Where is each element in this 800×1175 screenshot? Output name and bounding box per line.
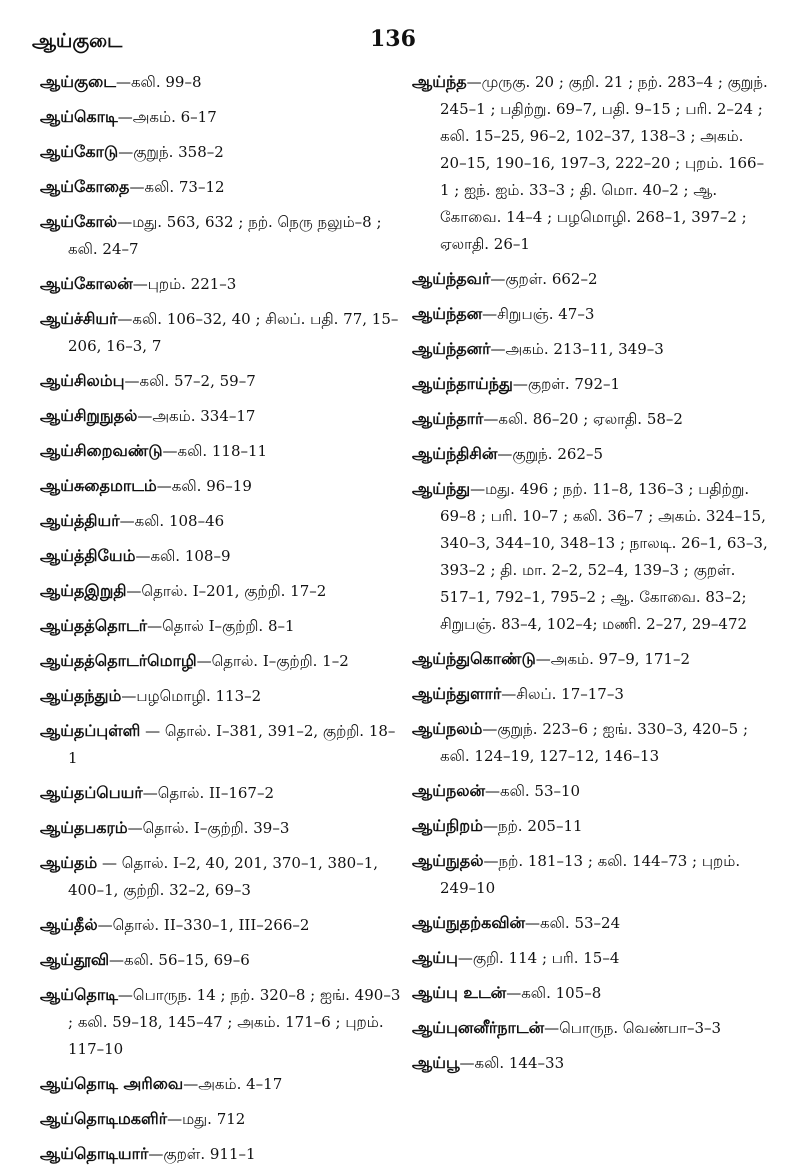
headword: ஆய்ந்த: [412, 72, 467, 91]
index-entry: [412, 300, 768, 328]
citation: —அகம். 4–17: [183, 1075, 283, 1093]
index-entry: [412, 1049, 768, 1077]
headword: ஆய்நலம்: [412, 719, 483, 738]
citation: —குறள். 662–2: [490, 270, 598, 288]
citation: —பொருந. 14 ; நற். 320–8 ; ஐங். 490–3 ; கலி. 59–18, 145–47 ; அகம். 171–6 ; புறம். 117–10: [68, 986, 401, 1058]
headword: ஆய்தத்தொடர்: [40, 616, 148, 635]
headword: ஆய்புனனீர்நாடன்: [412, 1018, 545, 1037]
citation: —கலி. 96–19: [156, 477, 252, 495]
headword: ஆய்சிறைவண்டு: [40, 441, 163, 460]
headword: ஆய்தந்தும்: [40, 686, 122, 705]
index-entry: [40, 814, 402, 842]
headword: ஆய்ந்துகொண்டு: [412, 649, 536, 668]
left-column: [40, 68, 402, 1175]
citation: —மது. 496 ; நற். 11–8, 136–3 ; பதிற்று. 69–8 ; பரி. 10–7 ; கலி. 36–7 ; அகம். 324–15, 340–3, 344–10, 348–13 ; நாலடி. 26–1, 63–3, 393–2 ; தி. மா. 2–2, 52–4, 139–3 ; குறள். 517–1, 792–1, 795–2 ; ஆ. கோவை. 83–2; சிறுபஞ். 83–4, 102–4; மணி. 2–27, 29–472: [440, 480, 768, 633]
index-entry: [412, 979, 768, 1007]
index-entry: [40, 911, 402, 939]
index-entry: [412, 812, 768, 840]
index-entry: [412, 265, 768, 293]
index-entry: [40, 507, 402, 535]
citation: —அகம். 97–9, 171–2: [535, 650, 690, 668]
headword: ஆய்தொடி: [40, 985, 118, 1004]
headword: ஆய்தம்: [40, 853, 98, 872]
headword: ஆய்தொடி அரிவை: [40, 1074, 184, 1093]
index-entry: [412, 944, 768, 972]
headword: ஆய்ந்தாய்ந்து: [412, 374, 513, 393]
citation: —அகம். 213–11, 349–3: [490, 340, 664, 358]
headword: ஆய்ந்து: [412, 479, 471, 498]
index-entry: [40, 103, 402, 131]
headword: ஆய்தஇறுதி: [40, 581, 127, 600]
headword: ஆய்பு உடன்: [412, 983, 507, 1002]
index-entry: [40, 542, 402, 570]
citation: —கலி. 108–9: [135, 547, 231, 565]
headword: ஆய்கோதை: [40, 177, 130, 196]
citation: —பொருந. வெண்பா–3–3: [544, 1019, 722, 1037]
index-entry: [412, 335, 768, 363]
index-entry: [40, 1070, 402, 1098]
index-entry: [40, 682, 402, 710]
headword: ஆய்கோல்: [40, 212, 118, 231]
index-entry: [40, 367, 402, 395]
headword: ஆய்ந்தார்: [412, 409, 484, 428]
headword: ஆய்ந்தவர்: [412, 269, 491, 288]
citation: —தொல். II–330–1, III–266–2: [97, 916, 310, 934]
headword: ஆய்ச்சியர்: [40, 309, 118, 328]
headword: ஆய்சிறுநுதல்: [40, 406, 138, 425]
headword: ஆய்கொடி: [40, 107, 118, 126]
index-entry: [412, 680, 768, 708]
headword: ஆய்நுதற்கவின்: [412, 913, 526, 932]
index-entry: [40, 68, 402, 96]
headword: ஆய்ந்திசின்: [412, 444, 498, 463]
headword: ஆய்நிறம்: [412, 816, 483, 835]
headword: ஆய்கோடு: [40, 142, 119, 161]
index-entry: [412, 475, 768, 638]
index-entry: [40, 849, 402, 904]
citation: —மது. 712: [167, 1110, 246, 1128]
headword: ஆய்நலன்: [412, 781, 486, 800]
citation: —கலி. 86–20 ; ஏலாதி. 58–2: [483, 410, 683, 428]
citation: —குறள். 911–1: [148, 1145, 256, 1163]
index-entry: [40, 208, 402, 263]
headword: ஆய்தத்தொடர்மொழி: [40, 651, 197, 670]
headword: ஆய்சிலம்பு: [40, 371, 125, 390]
index-entry: [40, 1140, 402, 1168]
citation: —கலி. 53–10: [485, 782, 581, 800]
index-entry: [40, 779, 402, 807]
citation: —கலி. 99–8: [115, 73, 202, 91]
headword: ஆய்ந்தனர்: [412, 339, 491, 358]
headword: ஆய்தொடியார்: [40, 1144, 149, 1163]
citation: —பழமொழி. 113–2: [121, 687, 262, 705]
citation: —கலி. 108–46: [119, 512, 225, 530]
index-entry: [40, 946, 402, 974]
citation: —தொல் I–குற்றி. 8–1: [147, 617, 295, 635]
index-entry: [40, 647, 402, 675]
citation: —கலி. 53–24: [525, 914, 621, 932]
index-entry: [40, 402, 402, 430]
citation: —தொல். II–167–2: [142, 784, 275, 802]
headword: ஆய்பூ: [412, 1053, 460, 1072]
headword: ஆய்த்தியேம்: [40, 546, 136, 565]
index-entry: [412, 1014, 768, 1042]
citation: —தொல். I–குற்றி. 1–2: [196, 652, 349, 670]
running-head: ஆய்குடை: [32, 30, 123, 52]
headword: ஆய்தபகரம்: [40, 818, 128, 837]
index-entry: [40, 577, 402, 605]
index-entry: [40, 173, 402, 201]
page-number: 136: [370, 26, 416, 52]
citation: —கலி. 57–2, 59–7: [124, 372, 256, 390]
citation: —முருகு. 20 ; குறி. 21 ; நற். 283–4 ; குறுந். 245–1 ; பதிற்று. 69–7, பதி. 9–15 ; பரி. 2–24 ; கலி. 15–25, 96–2, 102–37, 138–3 ; அகம். 20–15, 190–16, 197–3, 222–20 ; புறம். 166–1 ; ஐந். ஐம். 33–3 ; தி. மொ. 40–2 ; ஆ. கோவை. 14–4 ; பழமொழி. 268–1, 397–2 ; ஏலாதி. 26–1: [440, 73, 768, 253]
index-entry: [40, 612, 402, 640]
citation: —கலி. 144–33: [459, 1054, 565, 1072]
headword: ஆய்பு: [412, 948, 458, 967]
index-entry: [412, 645, 768, 673]
citation: —சிலப். 17–17–3: [501, 685, 624, 703]
citation: — தொல். I–381, 391–2, குற்றி. 18–1: [68, 722, 396, 767]
citation: —தொல். I–201, குற்றி. 17–2: [126, 582, 327, 600]
index-entry: [40, 305, 402, 360]
citation: —குறி. 114 ; பரி. 15–4: [457, 949, 620, 967]
index-entry: [412, 777, 768, 805]
citation: —சிறுபஞ். 47–3: [482, 305, 595, 323]
citation: —குறுந். 358–2: [118, 143, 224, 161]
headword: ஆய்தொடிமகளிர்: [40, 1109, 168, 1128]
headword: ஆய்தப்பெயர்: [40, 783, 143, 802]
right-column: [412, 68, 768, 1084]
citation: —குறுந். 223–6 ; ஐங். 330–3, 420–5 ; கலி. 124–19, 127–12, 146–13: [440, 720, 749, 765]
index-entry: [412, 847, 768, 902]
index-entry: [412, 909, 768, 937]
headword: ஆய்குடை: [40, 72, 116, 91]
headword: ஆய்ந்தன: [412, 304, 483, 323]
index-entry: [40, 1105, 402, 1133]
citation: —மது. 563, 632 ; நற். நெரு நலும்–8 ; கலி. 24–7: [68, 213, 382, 258]
index-entry: [412, 68, 768, 258]
headword: ஆய்ந்துளார்: [412, 684, 502, 703]
citation: —தொல். I–குற்றி. 39–3: [127, 819, 290, 837]
citation: —அகம். 334–17: [137, 407, 256, 425]
citation: —கலி. 56–15, 69–6: [109, 951, 250, 969]
index-entry: [40, 270, 402, 298]
index-entry: [40, 138, 402, 166]
index-entry: [40, 717, 402, 772]
index-entry: [412, 715, 768, 770]
index-entry: [40, 437, 402, 465]
headword: ஆய்சுதைமாடம்: [40, 476, 157, 495]
headword: ஆய்கோலன்: [40, 274, 133, 293]
index-entry: [40, 472, 402, 500]
citation: —புறம். 221–3: [132, 275, 237, 293]
citation: —நற். 181–13 ; கலி. 144–73 ; புறம். 249–10: [440, 852, 741, 897]
headword: ஆய்தீல்: [40, 915, 98, 934]
headword: ஆய்தப்புள்ளி: [40, 721, 141, 740]
citation: —கலி. 118–11: [162, 442, 268, 460]
headword: ஆய்தூவி: [40, 950, 110, 969]
citation: —கலி. 105–8: [506, 984, 602, 1002]
citation: — தொல். I–2, 40, 201, 370–1, 380–1, 400–1, குற்றி. 32–2, 69–3: [68, 854, 379, 899]
index-entry: [40, 981, 402, 1063]
citation: —நற். 205–11: [482, 817, 583, 835]
index-entry: [412, 370, 768, 398]
headword: ஆய்நுதல்: [412, 851, 484, 870]
index-entry: [412, 405, 768, 433]
index-entry: [412, 440, 768, 468]
citation: —கலி. 106–32, 40 ; சிலப். பதி. 77, 15–206, 16–3, 7: [68, 310, 399, 355]
citation: —குறுந். 262–5: [497, 445, 603, 463]
citation: —அகம். 6–17: [117, 108, 217, 126]
headword: ஆய்த்தியர்: [40, 511, 120, 530]
citation: —கலி. 73–12: [129, 178, 225, 196]
citation: —குறள். 792–1: [512, 375, 621, 393]
